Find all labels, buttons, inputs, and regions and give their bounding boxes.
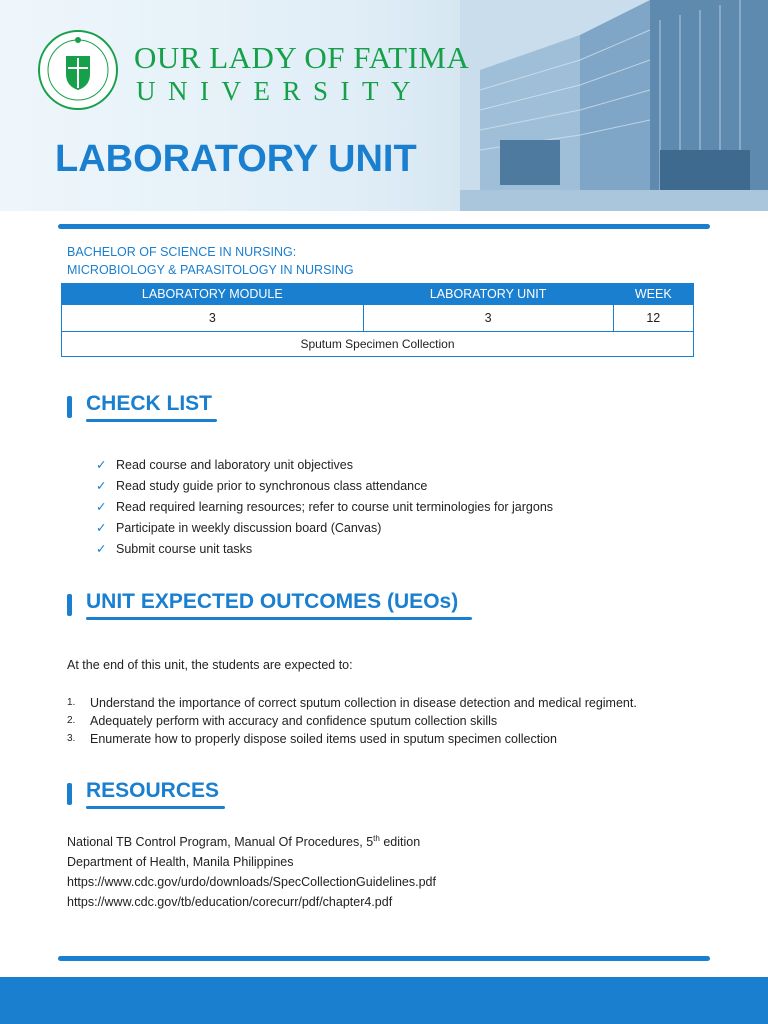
- resource-item: [67, 829, 436, 852]
- cell-week-number: 12: [613, 305, 693, 332]
- resources-title: RESOURCES: [86, 779, 220, 802]
- university-seal-logo: [38, 30, 118, 110]
- list-item-text: Understand the importance of correct sputum collection in disease detection and medical regiment.: [90, 696, 637, 710]
- program-line2: MICROBIOLOGY & PARASITOLOGY IN NURSING: [67, 263, 354, 277]
- list-item-text: Enumerate how to properly dispose soiled items used in sputum specimen collection: [90, 732, 557, 746]
- ueo-heading: [67, 590, 458, 616]
- resource-item: Department of Health, Manila Philippines: [67, 855, 294, 870]
- list-item: [96, 518, 553, 539]
- checkmark-icon: ✓: [96, 542, 107, 556]
- resources-heading: [67, 779, 219, 805]
- program-heading: [67, 243, 354, 279]
- list-item-text: Read course and laboratory unit objectives: [116, 458, 353, 472]
- section-marker-icon: [67, 594, 72, 616]
- resource-text: National TB Control Program, Manual Of Procedures, 5: [67, 835, 374, 850]
- resource-superscript: th: [373, 834, 380, 843]
- checkmark-icon: ✓: [96, 500, 107, 514]
- resource-text: edition: [379, 835, 421, 850]
- header-laboratory-unit: LABORATORY UNIT: [363, 284, 613, 305]
- university-name-line2: UNIVERSITY: [136, 76, 423, 106]
- heading-underline: [86, 617, 472, 620]
- list-item-text: Submit course unit tasks: [116, 542, 253, 556]
- list-item: [67, 730, 637, 748]
- document-title: LABORATORY UNIT: [55, 138, 417, 180]
- page-footer: [0, 977, 768, 1024]
- list-item-text: Participate in weekly discussion board (Canvas): [116, 521, 382, 535]
- heading-underline: [86, 419, 217, 422]
- cell-topic: Sputum Specimen Collection: [62, 332, 694, 357]
- resource-link[interactable]: https://www.cdc.gov/urdo/downloads/SpecCollectionGuidelines.pdf: [67, 875, 436, 890]
- checklist-heading: [67, 392, 212, 418]
- unit-info-table: [61, 283, 694, 357]
- heading-underline: [86, 806, 225, 809]
- list-number: 3.: [67, 733, 76, 744]
- ueo-title: UNIT EXPECTED OUTCOMES (UEOs): [86, 590, 459, 613]
- ueo-list: [67, 694, 637, 748]
- list-item: [96, 539, 553, 560]
- list-number: 2.: [67, 715, 76, 726]
- table-row: [62, 332, 694, 357]
- cell-unit-number: 3: [363, 305, 613, 332]
- top-divider: [58, 224, 710, 229]
- list-item: [96, 497, 553, 518]
- table-header-row: [62, 284, 694, 305]
- checkmark-icon: ✓: [96, 458, 107, 472]
- list-item-text: Read required learning resources; refer to course unit terminologies for jargons: [116, 500, 554, 514]
- list-number: 1.: [67, 697, 76, 708]
- list-item-text: Read study guide prior to synchronous class attendance: [116, 479, 428, 493]
- page-header: [0, 0, 768, 211]
- list-item: [96, 476, 553, 497]
- table-row: [62, 305, 694, 332]
- cell-module-number: 3: [62, 305, 364, 332]
- program-line1: BACHELOR OF SCIENCE IN NURSING:: [67, 245, 297, 259]
- list-item-text: Adequately perform with accuracy and confidence sputum collection skills: [90, 714, 498, 728]
- university-name-line1: OUR LADY OF FATIMA: [134, 40, 470, 75]
- ueo-intro: At the end of this unit, the students are expected to:: [67, 658, 353, 672]
- campus-building-image: [460, 0, 768, 211]
- resource-link[interactable]: https://www.cdc.gov/tb/education/corecurr/pdf/chapter4.pdf: [67, 895, 393, 910]
- list-item: [67, 712, 637, 730]
- bottom-divider: [58, 956, 710, 961]
- checkmark-icon: ✓: [96, 521, 107, 535]
- section-marker-icon: [67, 783, 72, 805]
- checklist-title: CHECK LIST: [86, 392, 212, 415]
- section-marker-icon: [67, 396, 72, 418]
- checklist-items: [96, 455, 553, 560]
- list-item: [67, 694, 637, 712]
- header-laboratory-module: LABORATORY MODULE: [62, 284, 364, 305]
- resources-list: [67, 829, 436, 912]
- checkmark-icon: ✓: [96, 479, 107, 493]
- header-week: WEEK: [613, 284, 693, 305]
- list-item: [96, 455, 553, 476]
